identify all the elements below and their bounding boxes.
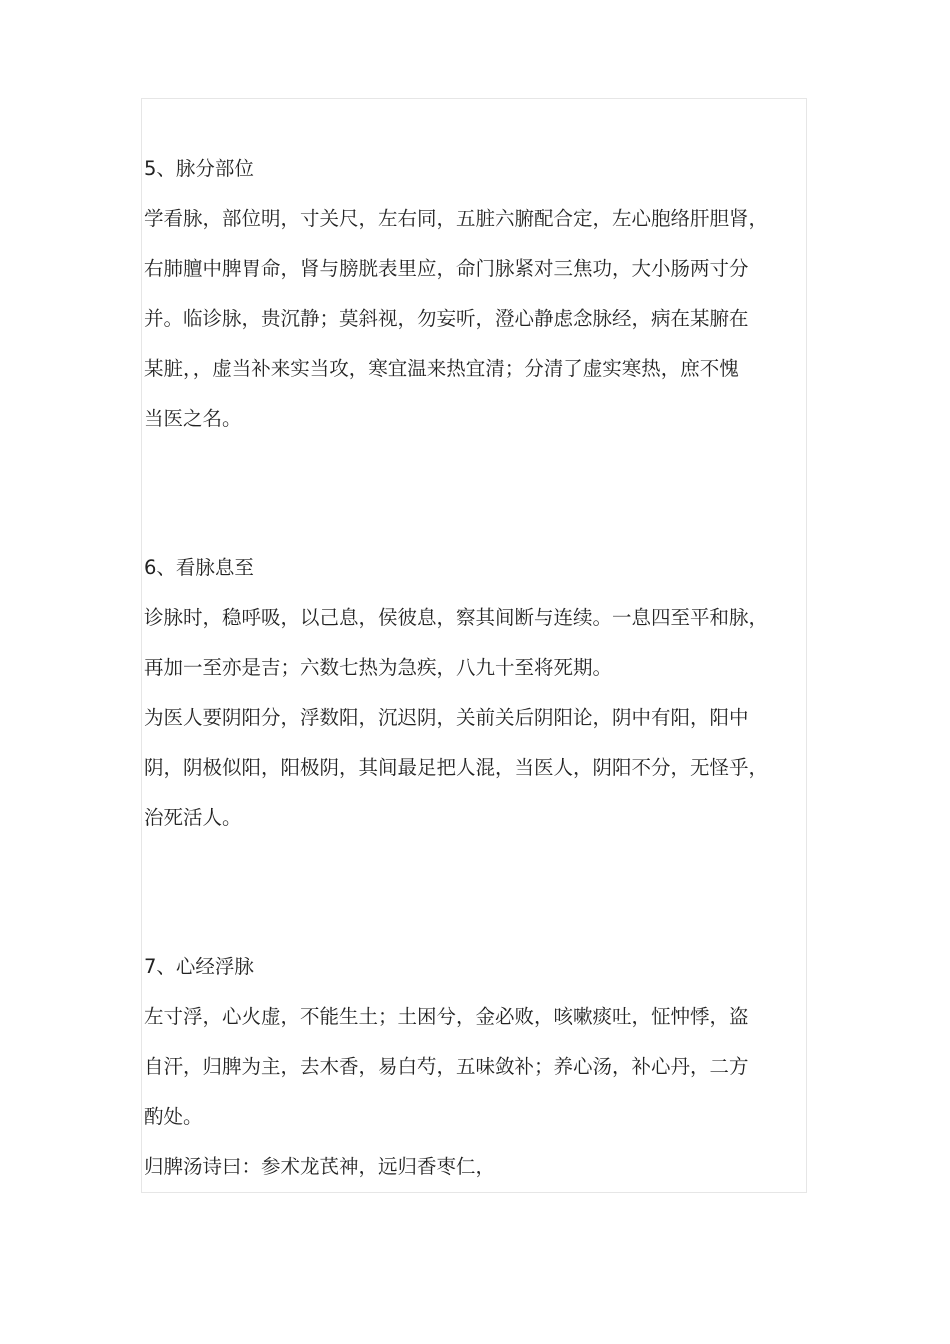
- paragraph-line: 右肺膻中脾胃命，肾与膀胱表里应，命门脉紧对三焦功，大小肠两寸分: [144, 257, 749, 280]
- paragraph-line: 酌处。: [144, 1105, 203, 1128]
- paragraph-line: 自汗，归脾为主，去木香，易白芍，五味敛补；养心汤，补心丹，二方: [144, 1055, 749, 1078]
- paragraph-line: 治死活人。: [144, 806, 242, 829]
- section-heading: 5、脉分部位: [144, 157, 254, 180]
- paragraph-line: 并。临诊脉，贵沉静；莫斜视，勿妄听，澄心静虑念脉经，病在某腑在: [144, 307, 749, 330]
- paragraph-line: 为医人要阴阳分，浮数阳，沉迟阴，关前关后阴阳论，阴中有阳，阳中: [144, 706, 749, 729]
- document-page: [141, 98, 807, 1193]
- paragraph-line: 再加一至亦是吉；六数七热为急疾，八九十至将死期。: [144, 656, 613, 679]
- paragraph-line: 诊脉时，稳呼吸，以己息，侯彼息，察其间断与连续。一息四至平和脉，: [144, 606, 769, 629]
- section-heading: 7、心经浮脉: [144, 955, 254, 978]
- paragraph-line: 归脾汤诗曰：参术龙芪神，远归香枣仁，: [144, 1155, 496, 1178]
- paragraph-line: 某脏，，虚当补来实当攻，寒宜温来热宜清；分清了虚实寒热，庶不愧: [144, 357, 739, 380]
- paragraph-line: 阴，阴极似阳，阳极阴，其间最足把人混，当医人，阴阳不分，无怪乎，: [144, 756, 769, 779]
- paragraph-line: 左寸浮，心火虚，不能生土；土困兮，金必败，咳嗽痰吐，怔忡悸，盗: [144, 1005, 749, 1028]
- section-heading: 6、看脉息至: [144, 556, 254, 579]
- paragraph-line: 学看脉，部位明，寸关尺，左右同，五脏六腑配合定，左心胞络肝胆肾，: [144, 207, 769, 230]
- paragraph-line: 当医之名。: [144, 407, 242, 430]
